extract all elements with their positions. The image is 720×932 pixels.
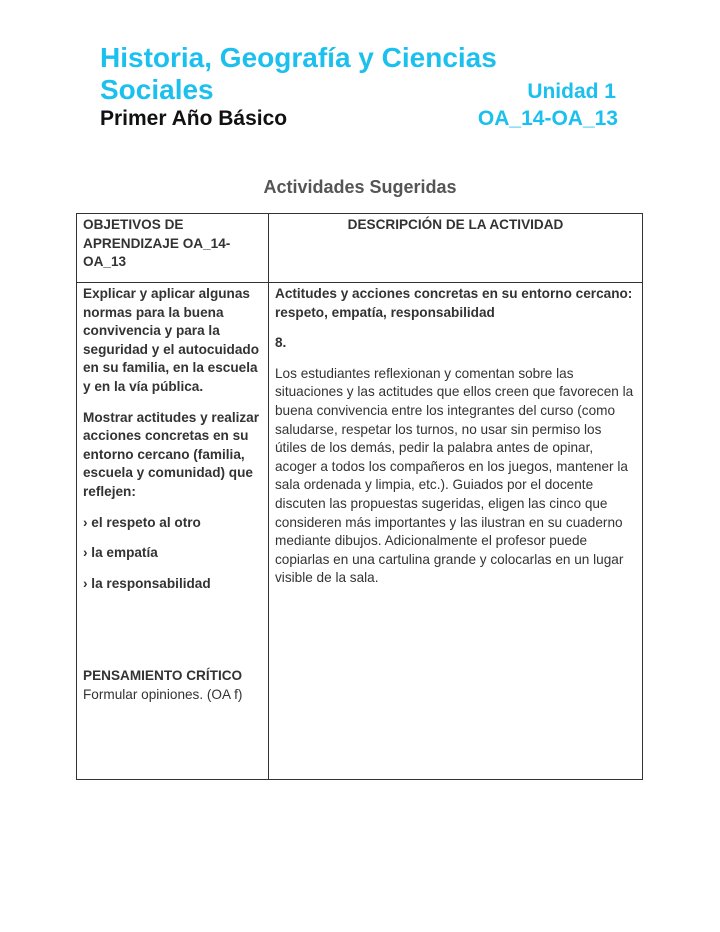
objectives-header: OBJETIVOS DE APRENDIZAJE OA_14-OA_13: [77, 214, 269, 283]
table-row: [77, 283, 643, 780]
objectives-cell: [77, 283, 269, 780]
oa-code: OA_14-OA_13: [477, 107, 618, 130]
activity-number: 8.: [275, 335, 287, 351]
activity-text: Los estudiantes reflexionan y comentan sobre las situaciones y las actitudes que ellos creen que favorecen la buena convivencia entre los integrantes del curso (como saludarse, respetar los turnos, no usar sin permiso los útiles de los demás, pedir la palabra antes de opinar, acoger a todos los compañeros en los juegos, mantener la sala ordenada y limpia, etc.). Guiados por el docente discuten las propuestas sugeridas, eligen las cinco que consideren más importantes y las ilustran en su cuaderno mediante dibujos. Adicionalmente el profesor puede copiarlas en una cartulina grande y colocarlas en un lugar visible de la sala.: [275, 365, 634, 586]
objective-bullet-empathy: › la empatía: [83, 545, 158, 561]
subject-title: Historia, Geografía y Ciencias Sociales: [100, 42, 497, 105]
activities-table: [76, 213, 643, 780]
description-header: DESCRIPCIÓN DE LA ACTIVIDAD: [269, 214, 643, 283]
unit-label: Unidad 1: [527, 80, 616, 103]
objective-bullet-respect: › el respeto al otro: [83, 514, 201, 530]
activity-title: Actitudes y acciones concretas en su entorno cercano: respeto, empatía, responsabilidad: [275, 286, 633, 320]
skill-title: PENSAMIENTO CRÍTICO: [83, 668, 243, 684]
section-title: Actividades Sugeridas: [263, 177, 457, 197]
description-cell: [269, 283, 643, 780]
objective-1: Explicar y aplicar algunas normas para la buena convivencia y para la seguridad y el autocuidado en su familia, en la escuela y en la vía pública.: [83, 286, 259, 394]
objective-2: Mostrar actitudes y realizar acciones concretas en su entorno cercano (familia, escuela y comunidad) que reflejen:: [83, 409, 260, 499]
grade-label: Primer Año Básico: [100, 107, 288, 130]
objective-bullet-responsibility: › la responsabilidad: [83, 575, 211, 591]
table-header-row: [77, 214, 643, 283]
skill-text: Formular opiniones. (OA f): [83, 686, 243, 702]
